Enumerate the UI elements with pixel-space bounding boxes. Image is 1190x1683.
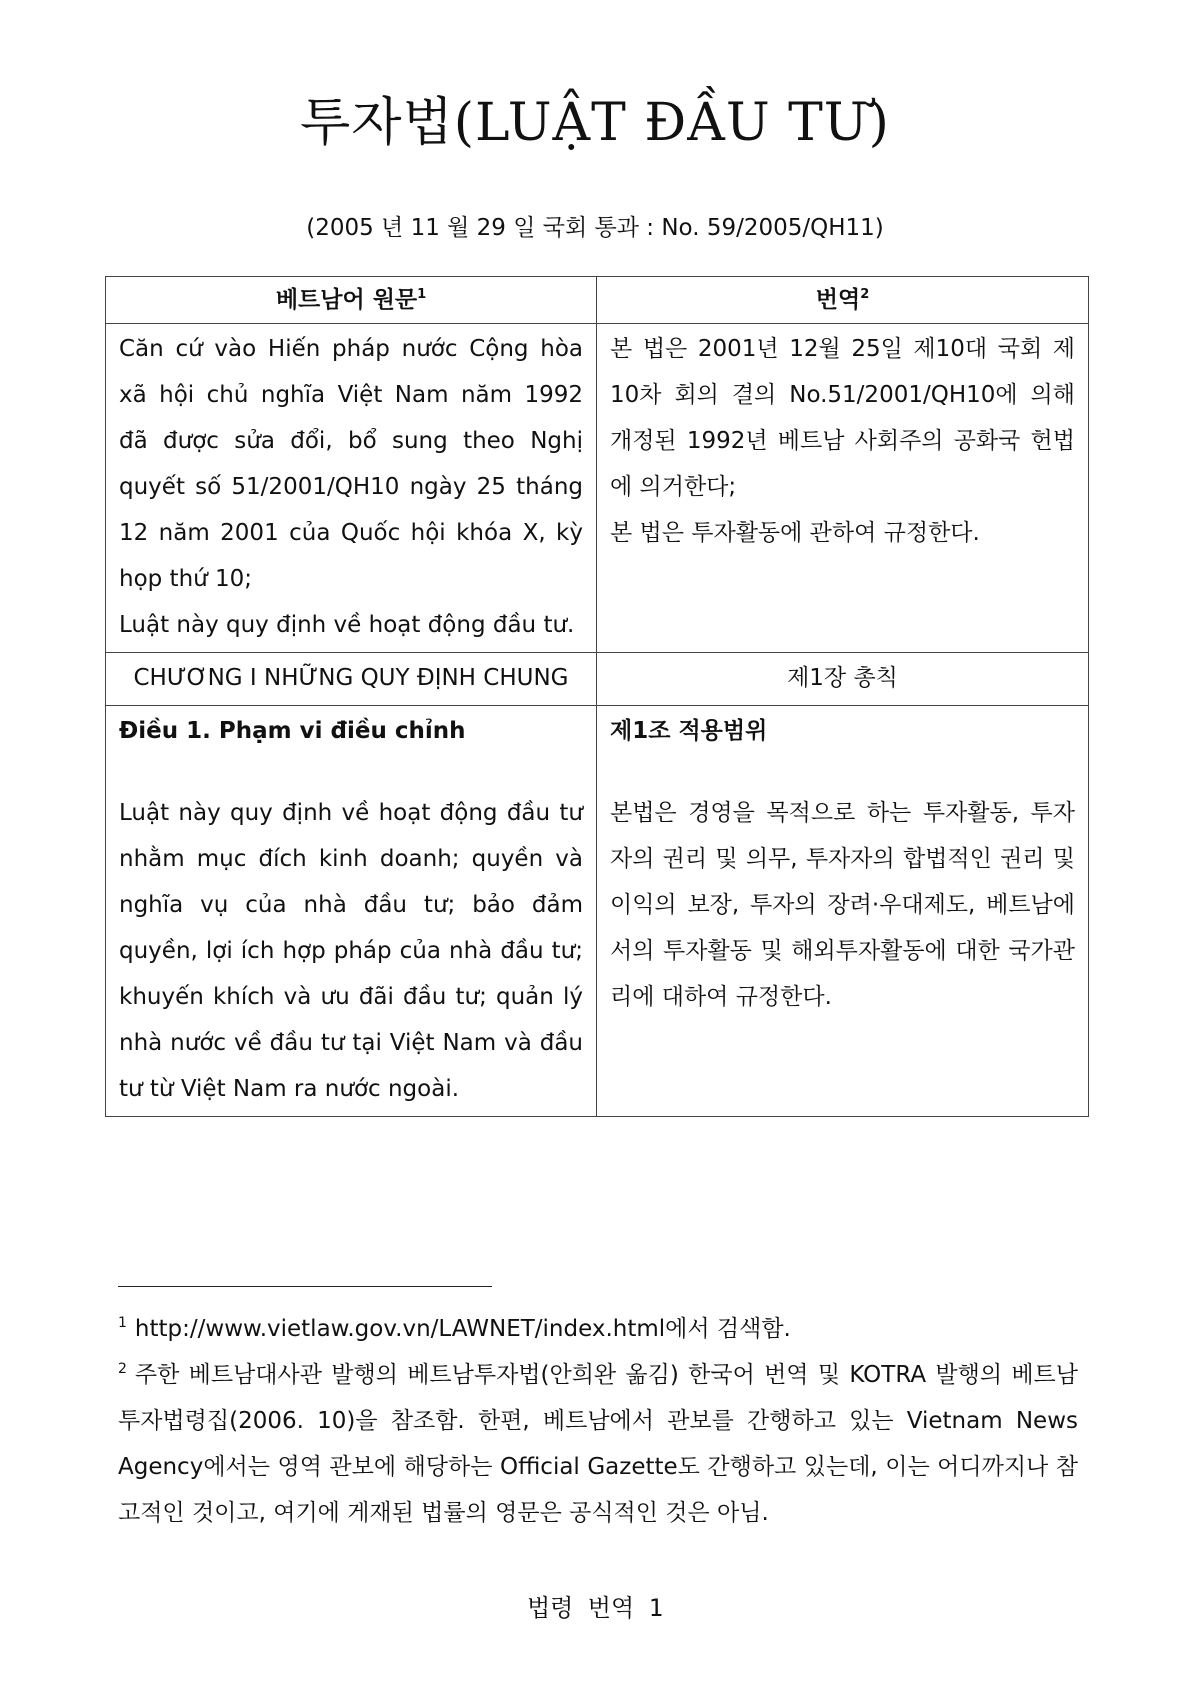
article-1-vietnamese [106, 706, 597, 1117]
article-1-vietnamese-body: Luật này quy định về hoạt động đầu tư nhằm mục đích kinh doanh; quyền và nghĩa vụ của nhà đầu tư; bảo đảm quyền, lợi ích hợp pháp của nhà đầu tư; khuyến khích và ưu đãi đầu tư; quản lý nhà nước về đầu tư tại Việt Nam và đầu tư từ Việt Nam ra nước ngoài. [119, 800, 583, 1102]
document-subtitle: (2005 년 11 월 29 일 국회 통과 : No. 59/2005/QH11) [306, 215, 884, 241]
table-row-chapter [106, 653, 1089, 706]
chapter-heading-korean: 제1장 총칙 [597, 653, 1089, 706]
article-1-korean-body: 본법은 경영을 목적으로 하는 투자활동, 투자자의 권리 및 의무, 투자자의 합법적인 권리 및 이익의 보장, 투자의 장려·우대제도, 베트남에서의 투자활동 및 해외투자활동에 대한 국가관리에 대하여 규정한다. [610, 800, 1075, 1010]
document-title: 투자법(LUẬT ĐẦU TƯ) [300, 93, 890, 153]
paragraph-spacer [610, 754, 1075, 790]
page-footer: 법령 번역 1 [526, 1594, 664, 1622]
footnote-2-mark: 2 [118, 1361, 127, 1377]
footnotes-section [118, 1306, 1078, 1536]
table-row-article-1 [106, 706, 1089, 1117]
preamble-korean-basis: 본 법은 2001년 12월 25일 제10대 국회 제10차 회의 결의 No.51/2001/QH10에 의해 개정된 1992년 베트남 사회주의 공화국 헌법에 의거한다; [610, 336, 1075, 500]
preamble-vietnamese [106, 324, 597, 653]
table-row-preamble [106, 324, 1089, 653]
footnote-1-text[interactable]: http://www.vietlaw.gov.vn/LAWNET/index.html에서 검색함. [134, 1316, 791, 1342]
preamble-korean [597, 324, 1089, 653]
header-vietnamese-original [106, 277, 597, 324]
footnote-divider [118, 1286, 492, 1287]
footnote-2 [118, 1352, 1078, 1536]
preamble-korean-scope: 본 법은 투자활동에 관하여 규정한다. [610, 520, 980, 546]
footnote-1-mark: 1 [118, 1315, 127, 1331]
article-1-korean [597, 706, 1089, 1117]
footnote-1 [118, 1306, 1078, 1352]
paragraph-spacer [119, 754, 583, 790]
preamble-vietnamese-scope: Luật này quy định về hoạt động đầu tư. [119, 612, 575, 638]
translation-table [105, 276, 1089, 1117]
preamble-vietnamese-basis: Căn cứ vào Hiến pháp nước Cộng hòa xã hội chủ nghĩa Việt Nam năm 1992 đã được sửa đổi, bổ sung theo Nghị quyết số 51/2001/QH10 ngày 25 tháng 12 năm 2001 của Quốc hội khóa X, kỳ họp thứ 10; [119, 336, 583, 592]
footnote-ref-1[interactable]: 1 [417, 287, 427, 302]
header-vietnamese-label: 베트남어 원문 [275, 287, 418, 313]
header-korean-translation [597, 277, 1089, 324]
article-1-vietnamese-title: Điều 1. Phạm vi điều chỉnh [119, 718, 466, 744]
footnote-ref-2[interactable]: 2 [860, 287, 870, 302]
footnote-2-text: 주한 베트남대사관 발행의 베트남투자법(안희완 옮김) 한국어 번역 및 KOTRA 발행의 베트남투자법령집(2006. 10)을 참조함. 한편, 베트남에서 관보를 간행하고 있는 Vietnam News Agency에서는 영역 관보에 해당하는 Official Gazette도 간행하고 있는데, 이는 어디까지나 참고적인 것이고, 여기에 게재된 법률의 영문은 공식적인 것은 아님. [118, 1362, 1078, 1526]
header-korean-label: 번역 [815, 287, 861, 313]
chapter-heading-vietnamese: CHƯƠNG I NHỮNG QUY ĐỊNH CHUNG [106, 653, 597, 706]
table-header-row [106, 277, 1089, 324]
article-1-korean-title: 제1조 적용범위 [610, 718, 768, 744]
